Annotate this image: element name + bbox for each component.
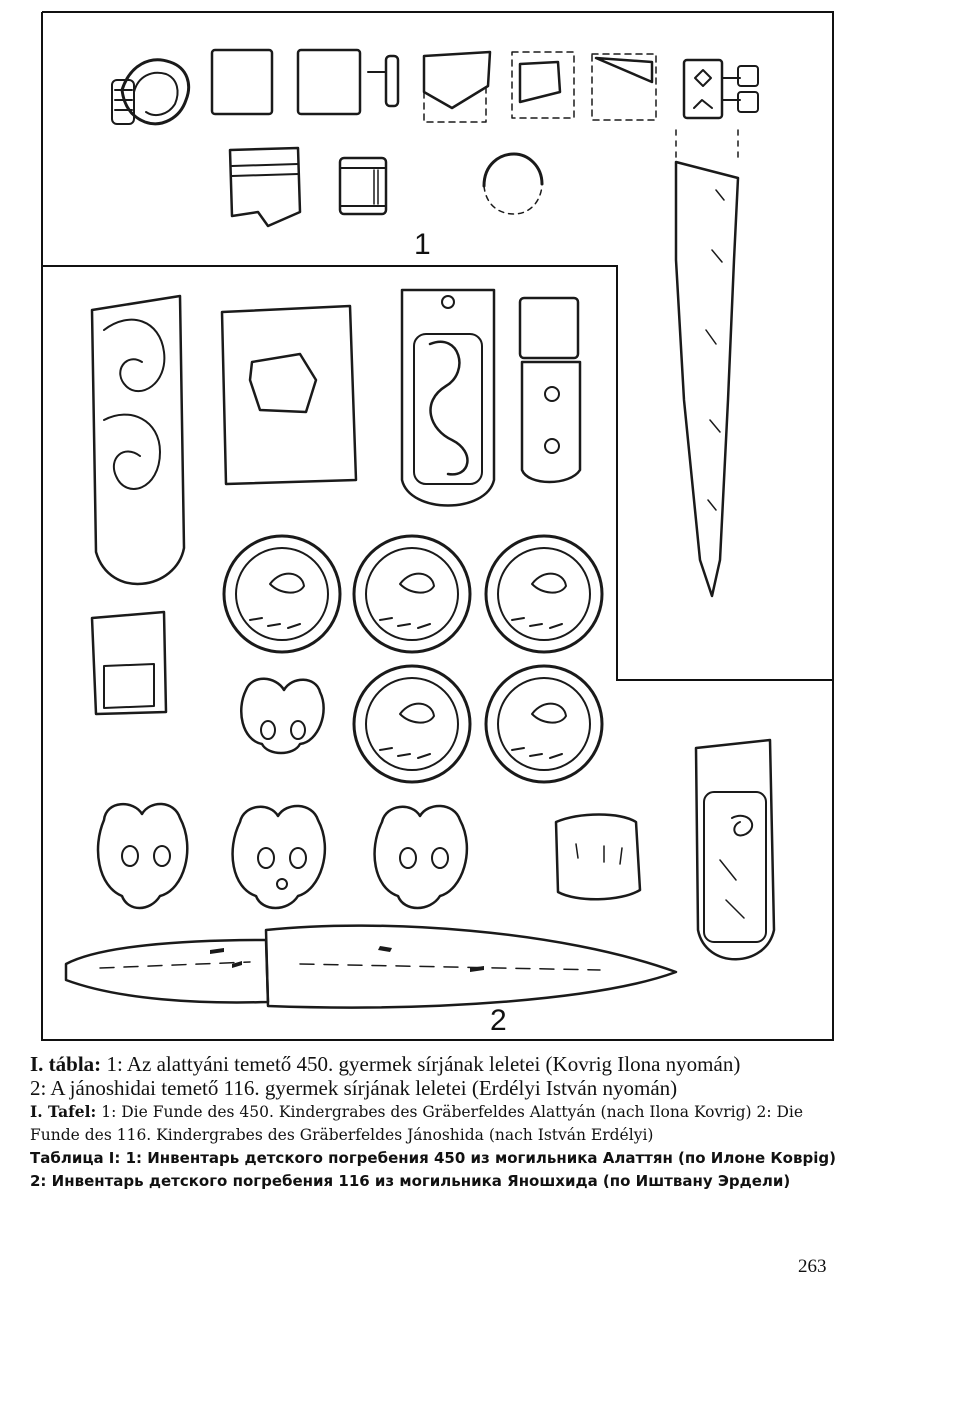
fragment-drawing-2 xyxy=(512,52,574,118)
caption-german xyxy=(30,1100,840,1147)
caption-german-text: 1: Die Funde des 450. Kindergrabes des Gräberfeldes Alattyán (nach Ilona Kovrig) 2: Die Funde des 116. Kindergrabes des Gräberfeldes Jánoshida (nach István Erdélyi) xyxy=(30,1103,804,1144)
buckle-plate-drawing xyxy=(92,612,166,714)
round-mount-1 xyxy=(224,536,340,652)
page-number: 263 xyxy=(798,1256,827,1277)
earring-drawing xyxy=(484,154,542,214)
strap-end-small-drawing xyxy=(684,60,758,118)
frame-group-2 xyxy=(42,266,833,1040)
caption-hungarian-line-2: 2: A jánoshidai temető 116. gyermek sírjának leletei (Erdélyi István nyomán) xyxy=(30,1076,678,1100)
knife-drawing-2 xyxy=(66,926,676,1008)
caption-russian: Таблица I: 1: Инвентарь детского погребения 450 из могильника Алаттян (по Илоне Коврig) 2: Инвентарь детского погребения 116 из могильника Яношхида (по Иштвану Эрдели) xyxy=(30,1149,836,1190)
rivet-drawing xyxy=(368,56,398,106)
fitting-square-2 xyxy=(298,50,360,114)
group-label-2: 2 xyxy=(490,1004,507,1037)
caption-hungarian-text-1: 1: Az alattyáni temető 450. gyermek sírjának leletei (Kovrig Ilona nyomán) xyxy=(101,1052,741,1076)
strap-end-spiral-drawing xyxy=(402,290,494,506)
strap-end-large-right xyxy=(696,740,774,959)
strap-end-ornamented-left xyxy=(92,296,184,584)
caption-hungarian-line-1 xyxy=(30,1052,840,1076)
figure-caption xyxy=(30,1052,840,1193)
caption-german-label: I. Tafel: xyxy=(30,1102,97,1121)
plate-fitting-drawing xyxy=(222,306,356,484)
group-label-1: 1 xyxy=(414,228,431,261)
trefoil-mount-1 xyxy=(98,804,187,908)
trefoil-mount-small xyxy=(241,679,323,753)
buckle-drawing xyxy=(112,60,189,124)
ferrule-drawing xyxy=(340,158,386,214)
trefoil-mount-3 xyxy=(375,806,467,908)
sheath-fragment-drawing xyxy=(230,148,300,226)
round-mount-3 xyxy=(486,536,602,652)
round-mount-2 xyxy=(354,536,470,652)
round-mount-5 xyxy=(486,666,602,782)
sheet-fragment-drawing xyxy=(556,815,640,900)
fitting-square-1 xyxy=(212,50,272,114)
fragment-drawing-3 xyxy=(592,54,656,120)
knife-drawing-1 xyxy=(676,130,738,596)
fragment-drawing-1 xyxy=(424,52,490,122)
strap-end-riveted-drawing xyxy=(520,298,580,482)
caption-hungarian-label: I. tábla: xyxy=(30,1052,102,1076)
trefoil-mount-2 xyxy=(233,806,325,908)
round-mount-4 xyxy=(354,666,470,782)
